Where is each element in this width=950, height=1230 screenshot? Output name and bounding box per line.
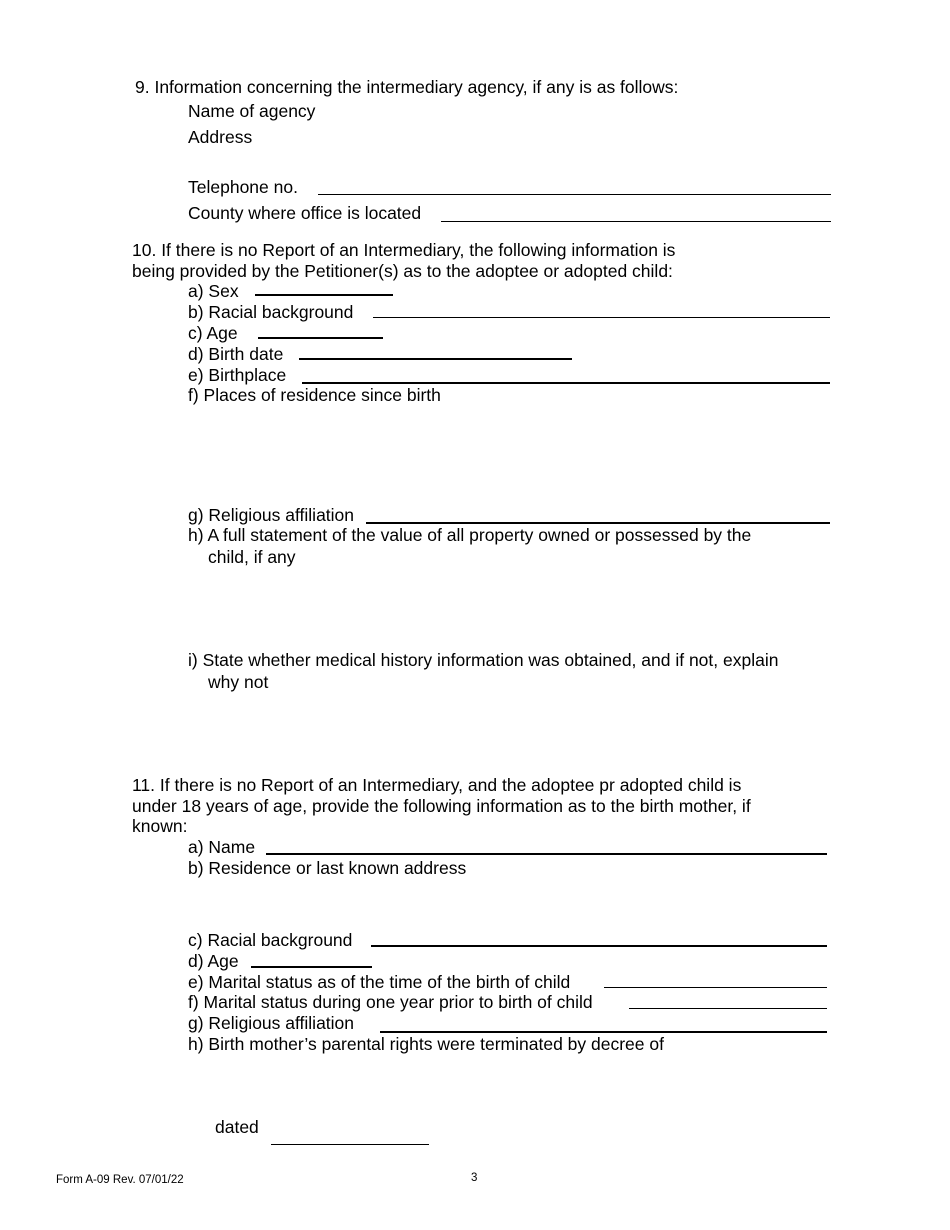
child-residences-label: f) Places of residence since birth [188,385,441,405]
mother-parental-rights-label: h) Birth mother’s parental rights were terminated by decree of [188,1034,664,1054]
section-10-line-2: being provided by the Petitioner(s) as to the adoptee or adopted child: [132,261,673,281]
child-birthplace-label: e) Birthplace [188,365,287,385]
mother-racial-background-field[interactable] [371,945,827,947]
agency-address-label: Address [188,127,253,147]
section-11-line-2: under 18 years of age, provide the following information as to the birth mother, if [132,796,751,816]
child-birthplace-field[interactable] [302,382,830,384]
section-11-line-3: known: [132,816,188,836]
child-property-label-line-1: h) A full statement of the value of all property owned or possessed by the [188,525,752,545]
county-field[interactable] [441,221,831,222]
agency-name-label: Name of agency [188,101,316,121]
telephone-label: Telephone no. [188,177,298,197]
mother-marital-status-birth-label: e) Marital status as of the time of the birth of child [188,972,571,992]
mother-racial-background-label: c) Racial background [188,930,353,950]
child-religious-affiliation-label: g) Religious affiliation [188,505,355,525]
mother-marital-status-birth-field[interactable] [604,987,827,988]
decree-dated-label: dated [215,1117,259,1137]
section-9-heading: 9. Information concerning the intermediary agency, if any is as follows: [135,77,679,97]
medical-history-label-line-2: why not [208,672,269,692]
child-age-label: c) Age [188,323,238,343]
form-id: Form A-09 Rev. 07/01/22 [56,1174,184,1186]
child-property-label-line-2: child, if any [208,547,296,567]
county-label: County where office is located [188,203,422,223]
decree-dated-field[interactable] [271,1144,429,1145]
mother-marital-status-prior-label: f) Marital status during one year prior to birth of child [188,992,593,1012]
child-religious-affiliation-field[interactable] [366,522,830,524]
child-racial-background-field[interactable] [373,317,830,318]
section-11-line-1: 11. If there is no Report of an Intermediary, and the adoptee pr adopted child is [132,775,742,795]
mother-age-field[interactable] [251,966,372,968]
child-sex-label: a) Sex [188,281,239,301]
mother-religious-affiliation-label: g) Religious affiliation [188,1013,355,1033]
mother-residence-label: b) Residence or last known address [188,858,467,878]
child-racial-background-label: b) Racial background [188,302,354,322]
child-birth-date-field[interactable] [299,358,572,360]
child-sex-field[interactable] [255,294,393,296]
mother-age-label: d) Age [188,951,239,971]
mother-name-label: a) Name [188,837,256,857]
child-birth-date-label: d) Birth date [188,344,284,364]
section-10-line-1: 10. If there is no Report of an Intermediary, the following information is [132,240,676,260]
page-number: 3 [471,1172,478,1184]
telephone-field[interactable] [318,194,831,195]
medical-history-label-line-1: i) State whether medical history information was obtained, and if not, explain [188,650,779,670]
mother-religious-affiliation-field[interactable] [380,1031,827,1033]
mother-name-field[interactable] [266,853,827,855]
child-age-field[interactable] [258,337,383,339]
mother-marital-status-prior-field[interactable] [629,1008,827,1009]
